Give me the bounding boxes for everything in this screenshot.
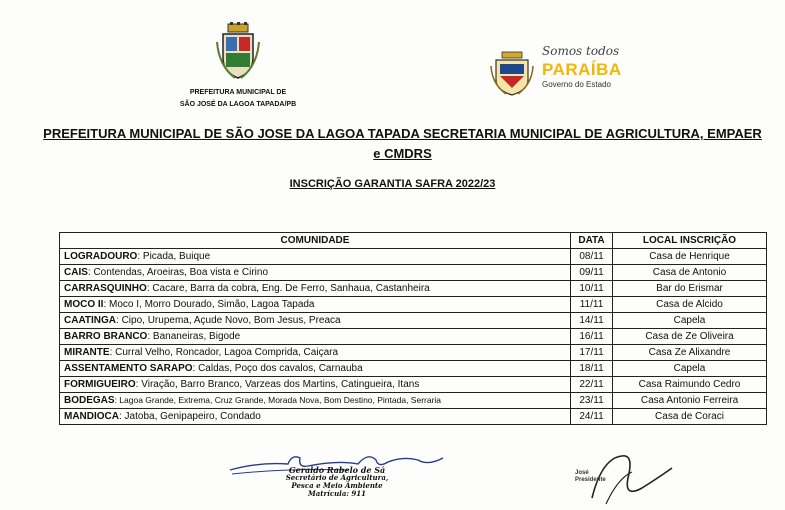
date-cell: 09/11: [571, 265, 613, 281]
state-government: Governo do Estado: [542, 80, 611, 89]
community-name: FORMIGUEIRO: [64, 378, 136, 390]
date-cell: 11/11: [571, 297, 613, 313]
community-cell: [60, 409, 571, 425]
community-name: MIRANTE: [64, 346, 110, 358]
right-signatory-name: José: [575, 470, 589, 476]
community-cell: [60, 265, 571, 281]
community-cell: [60, 297, 571, 313]
date-cell: 23/11: [571, 393, 613, 409]
paraiba-crest-icon: [490, 50, 534, 96]
table-row: [60, 409, 767, 425]
municipal-crest-icon: [215, 22, 261, 80]
state-logo: [490, 44, 630, 104]
left-signature-block: [282, 466, 392, 498]
table-row: [60, 249, 767, 265]
community-name: ASSENTAMENTO SARAPO: [64, 362, 193, 374]
community-places: : Curral Velho, Roncador, Lagoa Comprida, Caiçara: [109, 346, 339, 358]
community-cell: [60, 281, 571, 297]
community-name: MANDIOCA: [64, 410, 119, 422]
table-row: [60, 297, 767, 313]
date-cell: 16/11: [571, 329, 613, 345]
community-places: : Cacare, Barra da cobra, Eng. De Ferro, Sanhaua, Castanheira: [146, 282, 430, 294]
date-cell: 10/11: [571, 281, 613, 297]
date-cell: 08/11: [571, 249, 613, 265]
community-cell: [60, 393, 571, 409]
table-row: [60, 393, 767, 409]
date-cell: 22/11: [571, 377, 613, 393]
table-row: [60, 329, 767, 345]
local-cell: Casa de Coraci: [613, 409, 767, 425]
table-row: [60, 377, 767, 393]
community-cell: [60, 329, 571, 345]
community-name: BARRO BRANCO: [64, 330, 148, 342]
municipal-name-line1: PREFEITURA MUNICIPAL DE: [189, 89, 287, 96]
community-name: MOCO II: [64, 298, 104, 310]
local-cell: Casa Raimundo Cedro: [613, 377, 767, 393]
signatory-registration: Matrícula: 911: [307, 489, 367, 498]
document-title: PREFEITURA MUNICIPAL DE SÃO JOSE DA LAGOA TAPADA SECRETARIA MUNICIPAL DE AGRICULTURA, EMPAER e CMDRS: [43, 126, 762, 161]
community-name: CAATINGA: [64, 314, 117, 326]
date-cell: 14/11: [571, 313, 613, 329]
community-cell: [60, 345, 571, 361]
local-cell: Casa Ze Alixandre: [613, 345, 767, 361]
header-date: DATA: [571, 233, 613, 249]
date-cell: 24/11: [571, 409, 613, 425]
community-places: : Picada, Buique: [137, 250, 211, 262]
table-row: [60, 313, 767, 329]
signatory-role-1: Secretário de Agricultura,: [285, 473, 389, 482]
state-name: PARAÍBA: [542, 60, 622, 79]
header-community: COMUNIDADE: [60, 233, 571, 249]
registration-table: [59, 232, 767, 425]
community-cell: [60, 249, 571, 265]
table-header-row: [60, 233, 767, 249]
table-row: [60, 265, 767, 281]
local-cell: Casa de Antonio: [613, 265, 767, 281]
local-cell: Bar do Erismar: [613, 281, 767, 297]
municipal-name-line2: SÃO JOSÉ DA LAGOA TAPADA/PB: [179, 101, 297, 108]
header-local: LOCAL INSCRIÇÃO: [613, 233, 767, 249]
community-places: : Lagoa Grande, Extrema, Cruz Grande, Morada Nova, Bom Destino, Pintada, Serraria: [114, 395, 442, 405]
community-places: : Contendas, Aroeiras, Boa vista e Cirino: [87, 266, 268, 278]
local-cell: Capela: [613, 361, 767, 377]
community-places: : Cipo, Urupema, Açude Novo, Bom Jesus, Preaca: [116, 314, 341, 326]
signatory-name: Geraldo Rabelo de Sá: [288, 465, 386, 475]
community-name: CAIS: [64, 266, 88, 278]
community-name: LOGRADOURO: [64, 250, 138, 262]
local-cell: Casa de Henrique: [613, 249, 767, 265]
community-name: CARRASQUINHO: [64, 282, 147, 294]
right-signature-text: [575, 470, 665, 484]
community-cell: [60, 313, 571, 329]
local-cell: Casa de Ze Oliveira: [613, 329, 767, 345]
date-cell: 18/11: [571, 361, 613, 377]
state-slogan: Somos todos: [542, 44, 620, 58]
community-places: : Viração, Barro Branco, Varzeas dos Martins, Catingueira, Itans: [135, 378, 420, 390]
community-cell: [60, 361, 571, 377]
date-cell: 17/11: [571, 345, 613, 361]
table-row: [60, 361, 767, 377]
document-subtitle: INSCRIÇÃO GARANTIA SAFRA 2022/23: [289, 178, 496, 190]
table-row: [60, 281, 767, 297]
local-cell: Capela: [613, 313, 767, 329]
table-row: [60, 345, 767, 361]
community-places: : Caldas, Poço dos cavalos, Carnauba: [192, 362, 363, 374]
community-name: BODEGAS: [64, 395, 115, 406]
municipal-logo: [178, 22, 298, 109]
right-signatory-line: Presidente: [575, 477, 606, 483]
community-places: : Bananeiras, Bigode: [147, 330, 241, 342]
community-cell: [60, 377, 571, 393]
signatory-role-2: Pesca e Meio Ambiente: [291, 481, 383, 490]
local-cell: Casa Antonio Ferreira: [613, 393, 767, 409]
community-places: : Moco I, Morro Dourado, Simão, Lagoa Tapada: [103, 298, 315, 310]
community-places: : Jatoba, Genipapeiro, Condado: [119, 410, 261, 422]
local-cell: Casa de Alcido: [613, 297, 767, 313]
